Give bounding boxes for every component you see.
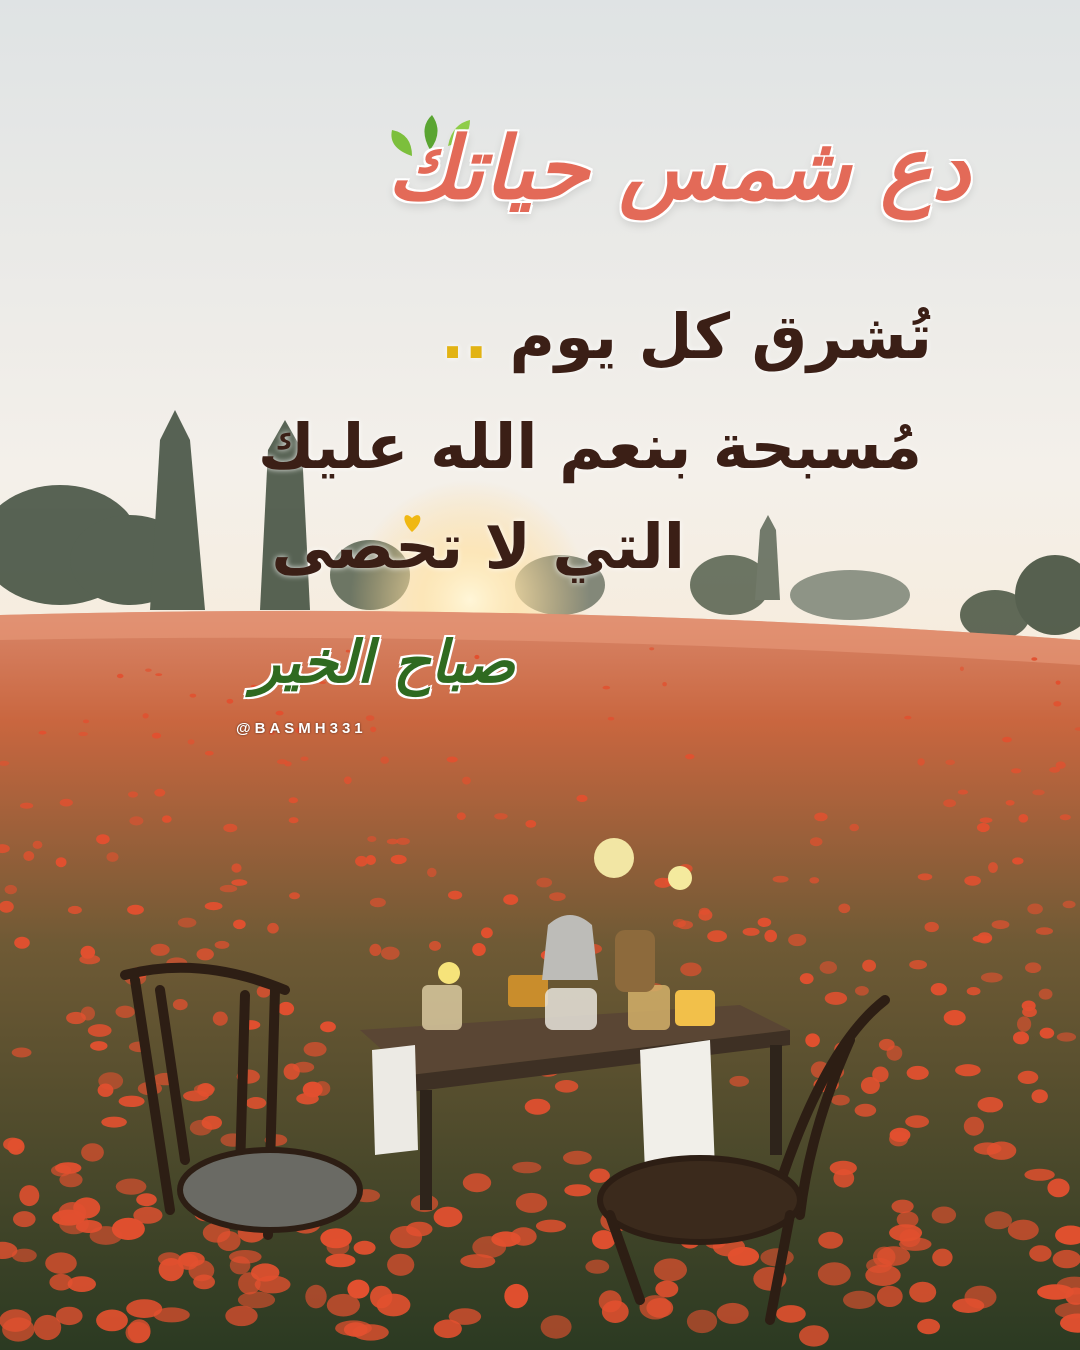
poppy bbox=[390, 1226, 422, 1248]
poppy bbox=[818, 1232, 843, 1249]
poppy bbox=[992, 920, 1010, 929]
poppy bbox=[23, 851, 34, 861]
poppy bbox=[907, 1066, 929, 1080]
poppy bbox=[213, 1012, 228, 1026]
poppy bbox=[978, 1097, 1004, 1112]
poppy bbox=[197, 948, 214, 960]
poppy bbox=[51, 1165, 71, 1177]
poppy bbox=[125, 1322, 150, 1343]
poppy bbox=[116, 1006, 135, 1018]
poppy bbox=[39, 731, 47, 735]
poppy bbox=[680, 963, 701, 977]
poppy bbox=[602, 1300, 629, 1323]
poppy bbox=[178, 918, 197, 928]
poppy bbox=[1047, 1179, 1069, 1198]
poppy bbox=[193, 1275, 215, 1290]
poppy bbox=[12, 1048, 32, 1058]
poppy bbox=[107, 852, 119, 862]
poppy bbox=[463, 1173, 491, 1192]
poppy bbox=[814, 813, 827, 822]
poppy bbox=[909, 960, 927, 969]
poppy bbox=[427, 868, 437, 877]
poppy bbox=[1025, 962, 1041, 973]
poppy bbox=[1027, 904, 1043, 915]
poppy bbox=[773, 876, 789, 883]
poppy bbox=[890, 1128, 911, 1142]
verse-line-3: التي لا تحصى bbox=[271, 510, 685, 583]
poppy bbox=[152, 733, 161, 739]
poppy bbox=[931, 983, 947, 995]
poppy bbox=[833, 1169, 854, 1188]
poppy bbox=[1022, 1007, 1037, 1017]
poppy bbox=[127, 905, 144, 915]
poppy bbox=[1018, 814, 1028, 823]
poppy bbox=[536, 1220, 566, 1233]
poppy bbox=[918, 873, 933, 880]
poppy bbox=[564, 1184, 591, 1196]
poppy bbox=[119, 1096, 145, 1107]
poppy bbox=[68, 1276, 96, 1292]
poppy bbox=[227, 699, 234, 704]
poppy bbox=[899, 1229, 920, 1247]
poppy bbox=[707, 930, 727, 942]
poppy bbox=[849, 824, 859, 832]
poppy bbox=[128, 791, 138, 797]
poppy bbox=[68, 906, 82, 914]
poppy bbox=[151, 944, 170, 956]
poppy bbox=[370, 898, 386, 907]
poppy bbox=[448, 891, 462, 900]
poppy bbox=[12, 1249, 37, 1263]
poppy bbox=[1053, 701, 1061, 706]
poppy bbox=[205, 751, 214, 756]
poppy bbox=[758, 918, 772, 927]
author-handle: @BASMH331 bbox=[236, 720, 367, 737]
poppy bbox=[788, 934, 806, 946]
poppy bbox=[1060, 814, 1071, 820]
poppy bbox=[190, 694, 197, 698]
poppy bbox=[925, 922, 939, 932]
poppy bbox=[2, 1317, 34, 1341]
poppy bbox=[932, 1249, 952, 1267]
poppy bbox=[825, 992, 847, 1005]
poppy bbox=[525, 1099, 551, 1115]
poppy bbox=[246, 1097, 266, 1109]
poppy bbox=[225, 1306, 257, 1326]
poppy bbox=[820, 961, 837, 974]
poppy bbox=[434, 1207, 463, 1228]
verse-line-1-text: تُشرق كل يوم bbox=[509, 300, 932, 373]
poppy bbox=[305, 1285, 326, 1309]
poppy bbox=[810, 837, 823, 846]
poppy bbox=[805, 1033, 820, 1047]
poppy bbox=[387, 1254, 414, 1276]
poppy bbox=[1029, 1245, 1051, 1261]
poppy bbox=[917, 1319, 940, 1334]
poppy bbox=[973, 935, 992, 942]
poppy bbox=[462, 777, 471, 785]
poppy bbox=[1017, 1016, 1031, 1031]
verse-line-2: مُسبحة بنعم الله عليك bbox=[257, 410, 922, 483]
poppy bbox=[231, 863, 241, 872]
poppy bbox=[943, 799, 956, 807]
gold-dots: .. bbox=[440, 300, 488, 373]
poppy bbox=[649, 647, 654, 650]
poppy bbox=[98, 1084, 114, 1097]
poppy bbox=[145, 669, 152, 672]
poppy bbox=[366, 715, 375, 721]
poppy bbox=[238, 1292, 275, 1309]
poppy bbox=[231, 879, 247, 886]
poppy bbox=[1053, 1250, 1080, 1268]
poppy bbox=[355, 856, 368, 867]
poppy bbox=[843, 1291, 876, 1309]
poppy bbox=[764, 930, 777, 942]
poppy bbox=[449, 1308, 481, 1325]
poppy bbox=[974, 1142, 1002, 1154]
poppy bbox=[13, 1211, 36, 1227]
poppy bbox=[1031, 657, 1037, 661]
poppy bbox=[510, 1227, 536, 1245]
poppy bbox=[892, 1200, 914, 1214]
poppy bbox=[34, 1315, 61, 1340]
poppy bbox=[460, 1254, 495, 1268]
poppy bbox=[126, 1299, 162, 1318]
poppy bbox=[205, 902, 223, 910]
poppy bbox=[1032, 1089, 1048, 1103]
poppy bbox=[78, 732, 88, 736]
poppy bbox=[855, 1104, 877, 1117]
poppy bbox=[685, 754, 694, 759]
poppy bbox=[1012, 857, 1023, 864]
poppy bbox=[1049, 767, 1060, 773]
poppy bbox=[344, 1322, 368, 1337]
poppy bbox=[1024, 1169, 1054, 1181]
poppy bbox=[56, 857, 67, 867]
poppy bbox=[154, 789, 165, 797]
poppy bbox=[512, 1162, 541, 1174]
poppy bbox=[215, 941, 230, 949]
poppy bbox=[276, 711, 284, 716]
poppy bbox=[1013, 1031, 1029, 1044]
poppy bbox=[59, 1202, 87, 1224]
poppy bbox=[457, 812, 466, 820]
poppy bbox=[905, 1115, 929, 1128]
poppy bbox=[129, 816, 143, 825]
poppy bbox=[116, 1179, 147, 1195]
poppy bbox=[367, 836, 376, 842]
poppy bbox=[391, 855, 407, 864]
poppy bbox=[5, 885, 17, 894]
poppy bbox=[96, 834, 110, 844]
poppy bbox=[344, 776, 352, 784]
poppy bbox=[1057, 1032, 1076, 1041]
poppy bbox=[220, 885, 237, 892]
poppy bbox=[377, 1294, 411, 1317]
poppy bbox=[1018, 1071, 1039, 1084]
poppy bbox=[354, 1241, 376, 1255]
poppy bbox=[958, 790, 968, 795]
poppy bbox=[831, 1095, 850, 1106]
poppy bbox=[980, 817, 993, 823]
poppy bbox=[917, 758, 924, 765]
poppy bbox=[855, 986, 869, 996]
poppy bbox=[799, 1325, 829, 1346]
poppy bbox=[887, 1046, 903, 1061]
poppy bbox=[945, 760, 955, 765]
poppy bbox=[289, 817, 299, 823]
poppy bbox=[14, 937, 30, 949]
poppy bbox=[1032, 790, 1044, 796]
poppy bbox=[960, 667, 964, 672]
poppy bbox=[45, 1252, 77, 1274]
poppy bbox=[255, 1276, 291, 1294]
poppy bbox=[655, 1281, 678, 1298]
poppy bbox=[838, 904, 850, 914]
poppy bbox=[967, 987, 981, 995]
poppy bbox=[662, 682, 667, 686]
poppy bbox=[233, 920, 246, 930]
poppy bbox=[229, 1250, 262, 1264]
poppy bbox=[608, 717, 615, 721]
poppy bbox=[159, 1258, 184, 1281]
poppy bbox=[729, 1076, 749, 1087]
poppy bbox=[1039, 989, 1053, 1000]
poppy bbox=[861, 1077, 880, 1094]
poppy bbox=[536, 878, 552, 888]
title-text: دع شمس حياتك bbox=[387, 118, 970, 219]
poppy bbox=[188, 739, 195, 744]
poppy bbox=[369, 944, 381, 956]
poppy bbox=[370, 727, 376, 733]
poppy bbox=[136, 1193, 157, 1206]
poppy bbox=[66, 1012, 86, 1024]
poppy bbox=[862, 960, 876, 972]
poppy bbox=[33, 841, 43, 849]
poppy bbox=[117, 674, 124, 678]
poppy bbox=[1011, 768, 1021, 773]
poppy bbox=[277, 759, 288, 764]
poppy bbox=[1002, 737, 1012, 743]
poppy bbox=[698, 910, 712, 921]
poppy bbox=[877, 1286, 903, 1307]
poppy bbox=[76, 1220, 102, 1233]
poppy bbox=[563, 1151, 592, 1165]
poppy bbox=[965, 1286, 997, 1309]
poppy bbox=[964, 876, 981, 886]
poppy bbox=[162, 815, 172, 822]
poppy bbox=[289, 797, 298, 803]
poppy bbox=[284, 1064, 300, 1080]
poppy bbox=[504, 1284, 528, 1308]
verse-line-1 bbox=[441, 300, 932, 373]
good-morning-text: صباح الخير bbox=[252, 628, 515, 696]
poppy bbox=[818, 1262, 851, 1285]
poppy bbox=[83, 720, 89, 724]
poppy bbox=[1006, 800, 1015, 806]
poppy bbox=[481, 927, 493, 938]
poppy bbox=[728, 1247, 759, 1266]
poppy bbox=[516, 1193, 547, 1213]
poppy bbox=[877, 1246, 910, 1266]
poppy bbox=[326, 1254, 356, 1267]
poppy bbox=[677, 921, 693, 930]
poppy bbox=[985, 1211, 1012, 1229]
poppy bbox=[304, 1042, 327, 1057]
poppy bbox=[155, 673, 162, 676]
poppy bbox=[90, 1041, 107, 1051]
poppy bbox=[494, 813, 508, 819]
poppy bbox=[687, 1310, 717, 1333]
poppy bbox=[429, 941, 441, 951]
poppy bbox=[96, 1310, 128, 1332]
poppy bbox=[1036, 927, 1053, 935]
poppy bbox=[1008, 1220, 1039, 1241]
poppy bbox=[183, 1090, 209, 1101]
poppy bbox=[81, 1143, 104, 1161]
poppy bbox=[603, 686, 611, 690]
poppy bbox=[909, 1282, 936, 1303]
poppy bbox=[327, 1238, 350, 1255]
poppy bbox=[101, 1117, 127, 1128]
poppy bbox=[717, 1303, 749, 1324]
poppy bbox=[944, 1010, 966, 1025]
poppy bbox=[654, 1258, 687, 1281]
poppy bbox=[320, 1021, 336, 1032]
poppy bbox=[381, 947, 400, 960]
poppy bbox=[314, 1081, 330, 1096]
poppy bbox=[981, 973, 1003, 983]
poppy bbox=[555, 1080, 578, 1093]
poppy bbox=[1063, 901, 1076, 909]
poppy bbox=[387, 839, 399, 845]
poppy bbox=[60, 799, 73, 807]
poppy bbox=[202, 1116, 222, 1130]
poppy bbox=[576, 795, 587, 802]
poppy bbox=[267, 923, 279, 934]
poppy bbox=[79, 955, 100, 965]
poppy bbox=[955, 1064, 981, 1076]
poppy bbox=[932, 1207, 956, 1224]
poppy bbox=[503, 894, 518, 905]
poppy bbox=[472, 943, 486, 956]
poppy bbox=[1040, 1028, 1055, 1039]
poppy bbox=[380, 756, 389, 763]
poppy bbox=[223, 824, 237, 832]
poppy bbox=[19, 1185, 39, 1206]
poppy bbox=[549, 892, 566, 901]
poppy bbox=[289, 892, 300, 899]
poppy bbox=[88, 1024, 112, 1037]
poppy bbox=[525, 820, 536, 828]
poppy bbox=[327, 1294, 360, 1317]
poppy bbox=[776, 1305, 806, 1323]
poppy bbox=[447, 757, 458, 763]
poppy bbox=[743, 928, 760, 936]
poppy bbox=[173, 999, 188, 1010]
poppy bbox=[7, 1138, 24, 1154]
poppy bbox=[977, 823, 990, 832]
poppy bbox=[20, 803, 33, 809]
poppy bbox=[1056, 681, 1061, 685]
poppy bbox=[964, 1117, 984, 1136]
poppy bbox=[585, 1260, 609, 1274]
poppy bbox=[301, 757, 309, 762]
poppy bbox=[800, 973, 814, 984]
poppy bbox=[143, 713, 149, 718]
poppy bbox=[809, 877, 819, 883]
poppy bbox=[988, 862, 998, 873]
poppy bbox=[112, 1218, 145, 1240]
poppy bbox=[904, 716, 911, 720]
poppy bbox=[541, 1315, 572, 1339]
poppy bbox=[278, 1002, 294, 1015]
